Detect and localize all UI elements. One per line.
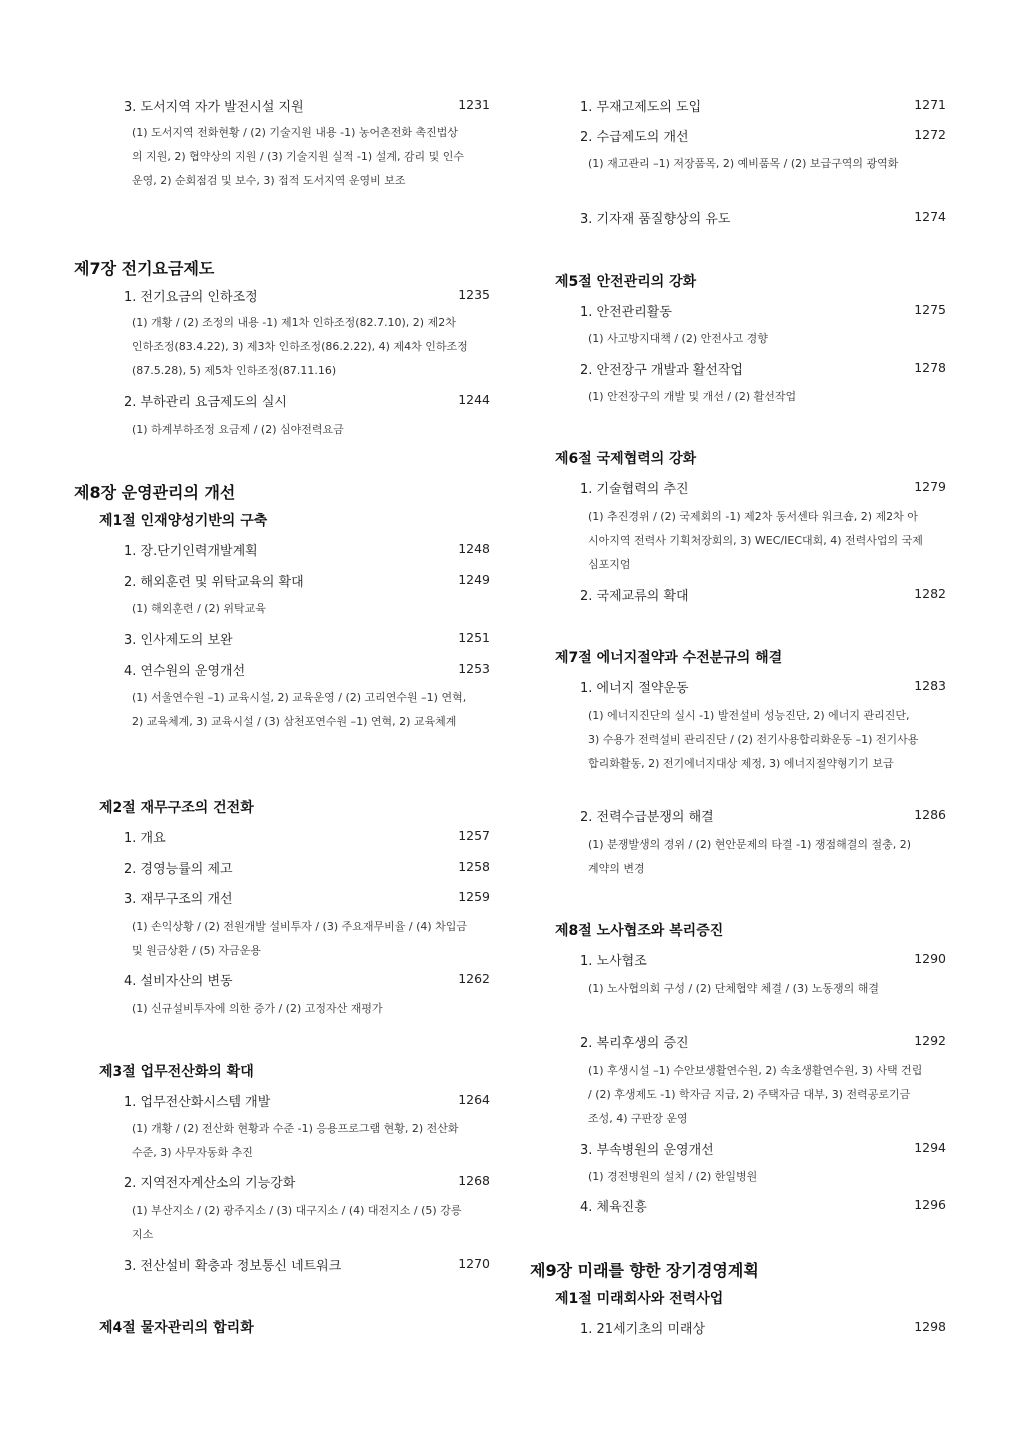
toc-entry-page: 1294 [914, 1140, 946, 1155]
toc-entry-details: (1) 도서지역 전화현황 / (2) 기술지원 내용 -1) 농어촌전화 촉진법상의 지원, 2) 협약상의 지원 / (3) 기술지원 실적 -1) 설계, 감리 및 인수운영, 2) 순회점검 및 보수, 3) 접적 도서지역 운영비 보조 [132, 126, 465, 187]
toc-entry-details: (1) 개황 / (2) 조정의 내용 -1) 제1차 인하조정(82.7.10), 2) 제2차 인하조정(83.4.22), 3) 제3차 인하조정(86.2.22), 4) 제4차 인하조정(87.5.28), 5) 제5차 인하조정(87.11.16) [132, 316, 468, 377]
section-heading[interactable]: 제5절 안전관리의 강화 [555, 274, 697, 290]
toc-entry-details: (1) 사고방지대책 / (2) 안전사고 경향 [588, 332, 768, 345]
toc-entry-label[interactable]: 3. 기자재 품질향상의 유도 [580, 212, 731, 227]
section-heading[interactable]: 제8절 노사협조와 복리증진 [555, 923, 724, 939]
toc-entry-details: (1) 신규설비투자에 의한 증가 / (2) 고정자산 재평가 [132, 1002, 383, 1015]
toc-entry-label[interactable]: 1. 업무전산화시스템 개발 [124, 1095, 271, 1110]
toc-entry-label[interactable]: 2. 해외훈련 및 위탁교육의 확대 [124, 575, 304, 590]
toc-entry-page: 1258 [458, 859, 490, 874]
toc-entry-details: (1) 분쟁발생의 경위 / (2) 현안문제의 타결 -1) 쟁점해결의 절충, 2) 계약의 변경 [588, 838, 912, 875]
toc-entry-label[interactable]: 1. 전기요금의 인하조정 [124, 290, 258, 305]
toc-entry-label[interactable]: 2. 경영능률의 제고 [124, 862, 233, 877]
toc-entry-page: 1290 [914, 951, 946, 966]
toc-entry-label[interactable]: 2. 지역전자계산소의 기능강화 [124, 1176, 296, 1191]
toc-entry-page: 1259 [458, 889, 490, 904]
toc-entry-label[interactable]: 4. 연수원의 운영개선 [124, 664, 246, 679]
toc-entry-page: 1271 [914, 97, 946, 112]
toc-entry-details: (1) 후생시설 –1) 수안보생활연수원, 2) 속초생활연수원, 3) 사택 건립 / (2) 후생제도 -1) 학자금 지급, 2) 주택자금 대부, 3) 전력공로기금 조성, 4) 구판장 운영 [588, 1064, 923, 1125]
toc-entry-label[interactable]: 2. 안전장구 개발과 활선작업 [580, 363, 743, 378]
chapter-heading[interactable]: 제7장 전기요금제도 [74, 259, 215, 278]
toc-entry-page: 1272 [914, 127, 946, 142]
toc-entry-page: 1249 [458, 572, 490, 587]
section-heading[interactable]: 제6절 국제협력의 강화 [555, 451, 697, 467]
toc-entry-page: 1278 [914, 360, 946, 375]
toc-entry-page: 1286 [914, 807, 946, 822]
toc-entry-label[interactable]: 1. 무재고제도의 도입 [580, 100, 702, 115]
toc-entry-page: 1298 [914, 1319, 946, 1334]
toc-entry-label[interactable]: 3. 재무구조의 개선 [124, 892, 233, 907]
toc-entry-page: 1248 [458, 541, 490, 556]
toc-entry-page: 1235 [458, 287, 490, 302]
section-heading[interactable]: 제1절 미래회사와 전력사업 [555, 1291, 724, 1307]
toc-entry-label[interactable]: 1. 기술협력의 추진 [580, 482, 689, 497]
toc-entry-label[interactable]: 1. 에너지 절약운동 [580, 681, 689, 696]
toc-entry-label[interactable]: 2. 국제교류의 확대 [580, 589, 689, 604]
toc-entry-details: (1) 하계부하조정 요금제 / (2) 심야전력요금 [132, 423, 344, 436]
toc-entry-label[interactable]: 3. 도서지역 자가 발전시설 지원 [124, 100, 304, 115]
section-heading[interactable]: 제2절 재무구조의 건전화 [99, 800, 254, 816]
section-heading[interactable]: 제1절 인재양성기반의 구축 [99, 513, 268, 529]
toc-entry-details: (1) 추진경위 / (2) 국제회의 -1) 제2차 동서센타 워크숍, 2) 제2차 아시아지역 전력사 기획처장회의, 3) WEC/IEC대회, 4) 전력사업의 국제심포지엄 [588, 510, 923, 571]
toc-entry-label[interactable]: 2. 수급제도의 개선 [580, 130, 689, 145]
toc-entry-details: (1) 서울연수원 –1) 교육시설, 2) 교육운영 / (2) 고리연수원 –1) 연혁, 2) 교육체계, 3) 교육시설 / (3) 삼천포연수원 –1) 연혁, 2) 교육체계 [132, 691, 467, 728]
toc-entry-label[interactable]: 2. 부하관리 요금제도의 실시 [124, 395, 287, 410]
toc-entry-label[interactable]: 3. 전산설비 확충과 정보통신 네트워크 [124, 1259, 342, 1274]
section-heading[interactable]: 제4절 물자관리의 합리화 [99, 1320, 254, 1336]
section-heading[interactable]: 제7절 에너지절약과 수전분규의 해결 [555, 650, 783, 666]
toc-entry-page: 1231 [458, 97, 490, 112]
toc-entry-label[interactable]: 2. 복리후생의 증진 [580, 1036, 689, 1051]
toc-entry-label[interactable]: 2. 전력수급분쟁의 해결 [580, 810, 714, 825]
toc-entry-label[interactable]: 1. 개요 [124, 831, 166, 846]
toc-entry-details: (1) 안전장구의 개발 및 개선 / (2) 활선작업 [588, 390, 797, 403]
toc-entry-details: (1) 부산지소 / (2) 광주지소 / (3) 대구지소 / (4) 대전지소 / (5) 강릉지소 [132, 1204, 462, 1241]
toc-entry-details: (1) 노사협의회 구성 / (2) 단체협약 체결 / (3) 노동쟁의 해결 [588, 982, 880, 995]
toc-entry-page: 1268 [458, 1173, 490, 1188]
toc-entry-label[interactable]: 1. 21세기초의 미래상 [580, 1322, 706, 1337]
toc-entry-page: 1244 [458, 392, 490, 407]
toc-entry-details: (1) 손익상황 / (2) 전원개발 설비투자 / (3) 주요재무비율 / (4) 차입금 및 원금상환 / (5) 자금운용 [132, 920, 468, 957]
toc-entry-label[interactable]: 1. 노사협조 [580, 954, 647, 969]
toc-entry-label[interactable]: 4. 설비자산의 변동 [124, 974, 233, 989]
toc-entry-page: 1264 [458, 1092, 490, 1107]
toc-entry-page: 1253 [458, 661, 490, 676]
toc-entry-page: 1262 [458, 971, 490, 986]
toc-entry-page: 1279 [914, 479, 946, 494]
toc-entry-label[interactable]: 4. 체육진흥 [580, 1200, 647, 1215]
toc-entry-page: 1282 [914, 586, 946, 601]
toc-entry-details: (1) 해외훈련 / (2) 위탁교육 [132, 602, 266, 615]
toc-entry-page: 1292 [914, 1033, 946, 1048]
toc-entry-details: (1) 재고관리 –1) 저장품목, 2) 예비품목 / (2) 보급구역의 광역화 [588, 157, 899, 170]
toc-entry-details: (1) 에너지진단의 실시 -1) 발전설비 성능진단, 2) 에너지 관리진단, 3) 수용가 전력설비 관리진단 / (2) 전기사용합리화운동 –1) 전기사용합리화활동, 2) 전기에너지대상 제정, 3) 에너지절약형기기 보급 [588, 709, 919, 770]
toc-entry-page: 1270 [458, 1256, 490, 1271]
toc-entry-page: 1275 [914, 302, 946, 317]
toc-entry-label[interactable]: 1. 장.단기인력개발계획 [124, 544, 258, 559]
toc-entry-label[interactable]: 3. 부속병원의 운영개선 [580, 1143, 714, 1158]
chapter-heading[interactable]: 제8장 운영관리의 개선 [74, 483, 236, 502]
chapter-heading[interactable]: 제9장 미래를 향한 장기경영계획 [530, 1261, 759, 1280]
toc-entry-details: (1) 개황 / (2) 전산화 현황과 수준 -1) 응용프로그램 현황, 2) 전산화 수준, 3) 사무자동화 추진 [132, 1122, 459, 1159]
toc-entry-page: 1296 [914, 1197, 946, 1212]
toc-entry-page: 1257 [458, 828, 490, 843]
toc-entry-label[interactable]: 3. 인사제도의 보완 [124, 633, 233, 648]
section-heading[interactable]: 제3절 업무전산화의 확대 [99, 1064, 254, 1080]
toc-entry-page: 1251 [458, 630, 490, 645]
toc-entry-page: 1283 [914, 678, 946, 693]
toc-entry-page: 1274 [914, 209, 946, 224]
toc-entry-details: (1) 경전병원의 설치 / (2) 한일병원 [588, 1170, 758, 1183]
toc-entry-label[interactable]: 1. 안전관리활동 [580, 305, 672, 320]
